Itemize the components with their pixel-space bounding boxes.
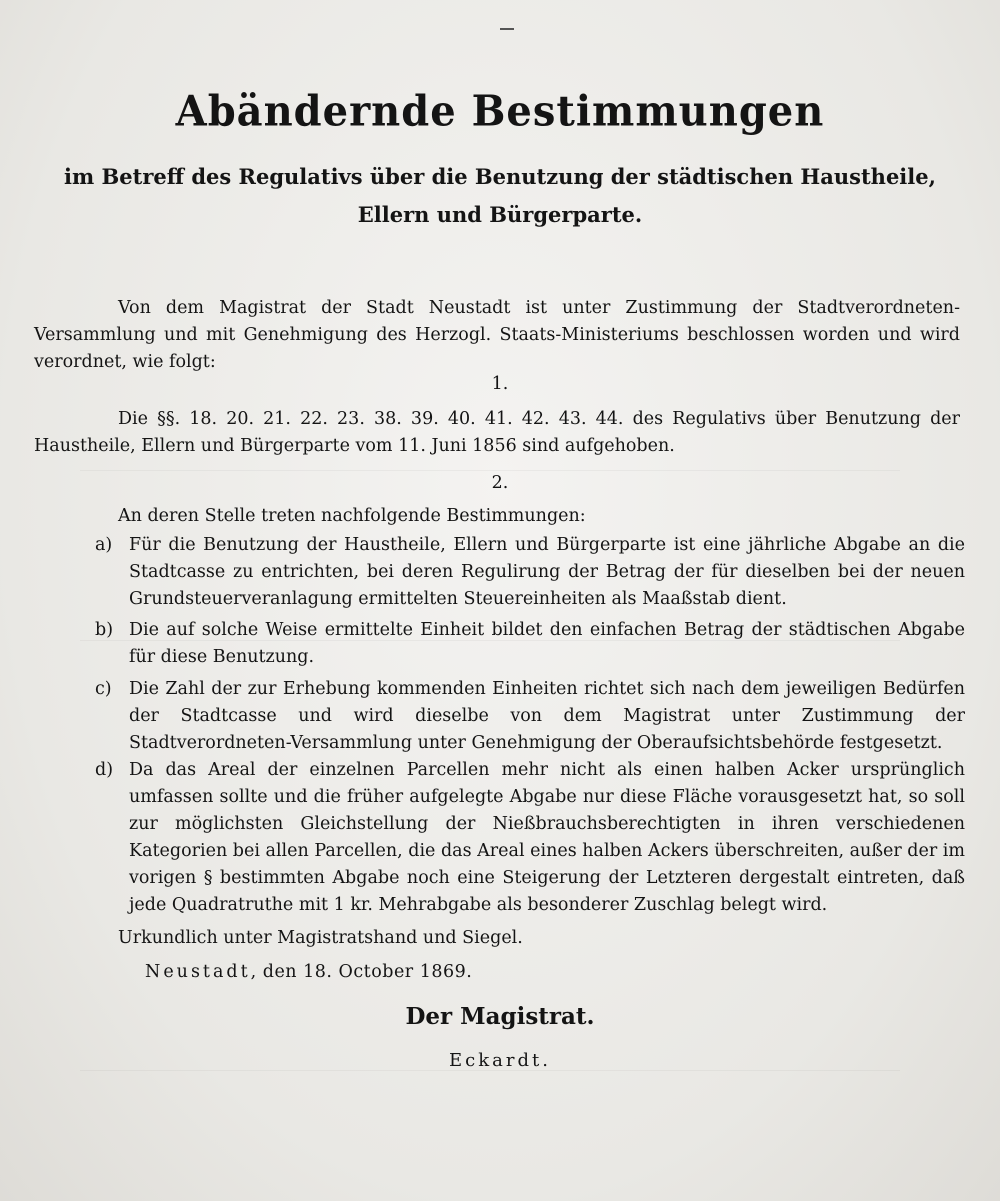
signature-organization: Der Magistrat. xyxy=(405,1003,595,1030)
list-item-a xyxy=(95,532,965,613)
document-subtitle: im Betreff des Regulativs über die Benutzung der städtischen Haustheile, Ellern und Bürgerparte. xyxy=(64,164,936,227)
item-text: Für die Benutzung der Haustheile, Ellern und Bürgerparte ist eine jährliche Abgabe an die Stadtcasse zu entrichten, bei deren Regulirung der Betrag der für dieselben bei der neuen Grundsteuerveranlagung ermittelten Steuereinheiten als Maaßstab dient. xyxy=(129,535,965,609)
bleed-through-line xyxy=(80,470,900,471)
item-text: Die Zahl der zur Erhebung kommenden Einheiten richtet sich nach dem jeweiligen Bedürfen der Stadtcasse und wird dieselbe von dem Magistrat unter Zustimmung der Stadtverordneten-Versammlung unter Genehmigung der Oberaufsichtsbehörde festgesetzt. xyxy=(129,679,965,753)
document-title: Abändernde Bestimmungen xyxy=(175,86,825,137)
item-letter: a) xyxy=(95,535,113,555)
signature-name: Eckardt. xyxy=(449,1050,551,1071)
item-text: Die auf solche Weise ermittelte Einheit bildet den einfachen Betrag der städtischen Abgabe für diese Benutzung. xyxy=(129,620,965,667)
list-item-c xyxy=(95,676,965,757)
list-item-b xyxy=(95,617,965,671)
closing-line: Urkundlich unter Magistratshand und Siegel. xyxy=(118,928,523,948)
top-dash-mark xyxy=(500,28,514,30)
list-item-d xyxy=(95,757,965,919)
section-number-1: 1. xyxy=(491,374,509,394)
item-letter: b) xyxy=(95,620,114,640)
item-text: Da das Areal der einzelnen Parcellen mehr nicht als einen halben Acker ursprünglich umfassen sollte und die früher aufgelegte Abgabe nur diese Fläche vorausgesetzt hat, so soll zur möglichsten Gleichstellung der Nießbrauchsberechtigten in ihren verschiedenen Kategorien bei allen Parcellen, die das Areal eines halben Ackers überschreiten, außer der im vorigen § bestimmten Abgabe noch eine Steigerung der Letzteren dergestalt eintreten, daß jede Quadratruthe mit 1 kr. Mehrabgabe als besonderer Zuschlag belegt wird. xyxy=(129,760,965,915)
section-1-text: Die §§. 18. 20. 21. 22. 23. 38. 39. 40. 41. 42. 43. 44. des Regulativs über Benutzung der Haustheile, Ellern und Bürgerparte vom 11. Juni 1856 sind aufgehoben. xyxy=(34,409,960,456)
place-name: Neustadt xyxy=(145,962,251,982)
place-date-line xyxy=(145,962,472,982)
date-text: , den 18. October 1869. xyxy=(250,962,473,982)
intro-paragraph: Von dem Magistrat der Stadt Neustadt ist unter Zustimmung der Stadtverordneten-Versammlung und mit Genehmigung des Herzogl. Staats-Ministeriums beschlossen worden und wird verordnet, wie folgt: xyxy=(34,298,960,372)
section-2-intro: An deren Stelle treten nachfolgende Bestimmungen: xyxy=(118,506,586,526)
item-letter: c) xyxy=(95,679,112,699)
item-letter: d) xyxy=(95,760,114,780)
section-number-2: 2. xyxy=(491,473,509,493)
